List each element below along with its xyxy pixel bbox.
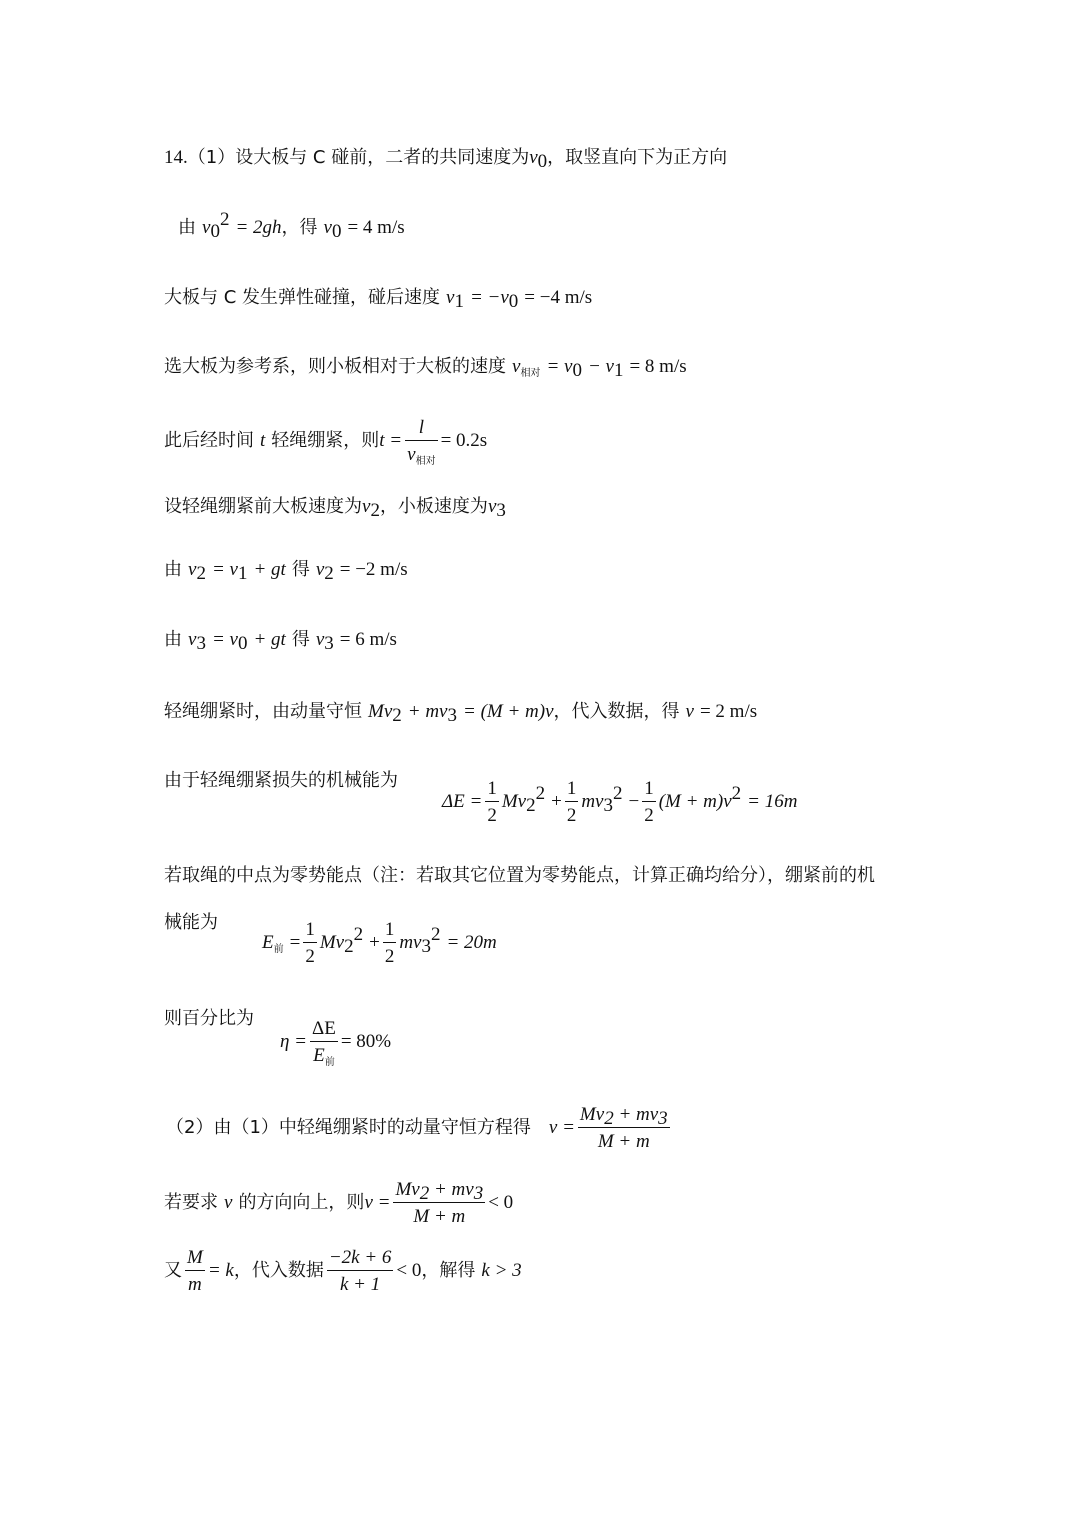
line-7: 由 $v_2 = v_1$ + gt 得 $v_2 = -2$ m/s xyxy=(164,559,408,584)
problem-number: 14. xyxy=(164,147,188,168)
line-6: 设轻绳绷紧前大板速度为$v_2$，小板速度为$v_3$ xyxy=(164,496,506,521)
line-11: 若取绳的中点为零势能点（注：若取其它位置为零势能点，计算正确均给分），绷紧前的机 xyxy=(164,865,875,886)
line-5: 此后经时间 t 轻绳绷紧，则t = $\frac{l}{v_{相对}}$ = 0.2s xyxy=(164,417,488,467)
line-15: 若要求 v 的方向向上，则v = $\frac{Mv_2 + mv_3}{M + m}$ < 0 xyxy=(164,1179,514,1227)
line-10-formula: ΔE = $\frac{1}{2}$ $Mv_2^2$ + $\frac{1}{2}$ $mv_3^2$ − $\frac{1}{2}$ $(M + m)v^2 = 16m$ xyxy=(442,778,798,826)
line-16: 又 $\frac{M}{m}$ = k，代入数据 $\frac{-2k + 6}{k + 1}$ < 0，解得 k > 3 xyxy=(164,1247,522,1295)
line-2: 由 $v_0^2 = 2gh$，得 $v_0 = 4$ m/s xyxy=(178,209,405,242)
fraction-l-over-vrel: $\frac{l}{v_{相对}}$ xyxy=(407,417,436,467)
line-10-text: 由于轻绳绷紧损失的机械能为 xyxy=(164,770,398,791)
line-13-formula: η = $\frac{\Delta E}{E_前}$ = 80% xyxy=(280,1018,392,1068)
line-9: 轻绳绷紧时，由动量守恒 $Mv_2 + mv_3 = (M + m)v$，代入数据，得 v = 2 m/s xyxy=(164,701,758,726)
line-12-text: 械能为 xyxy=(164,912,218,933)
line-14: （2）由（1）中轻绳绷紧时的动量守恒方程得 v = $\frac{Mv_2 + mv_3}{M + m}$ xyxy=(166,1104,668,1152)
line-1: 14.（1）设大板与 C 碰前，二者的共同速度为$v_0$，取竖直向下为正方向 xyxy=(164,147,728,172)
line-13-text: 则百分比为 xyxy=(164,1008,254,1029)
line-3: 大板与 C 发生弹性碰撞，碰后速度 $v_1 = -v_0 = -4$ m/s xyxy=(164,287,593,312)
line-12-formula: $E_前$ = $\frac{1}{2}$ $Mv_2^2$ + $\frac{1}{2}$ $mv_3^2 = 20m$ xyxy=(262,919,497,967)
line-4: 选大板为参考系，则小板相对于大板的速度 $v_{相对} = v_0 - v_1 = 8$ m/s xyxy=(164,356,687,381)
line-8: 由 $v_3 = v_0$ + gt 得 $v_3 = 6$ m/s xyxy=(164,629,397,654)
